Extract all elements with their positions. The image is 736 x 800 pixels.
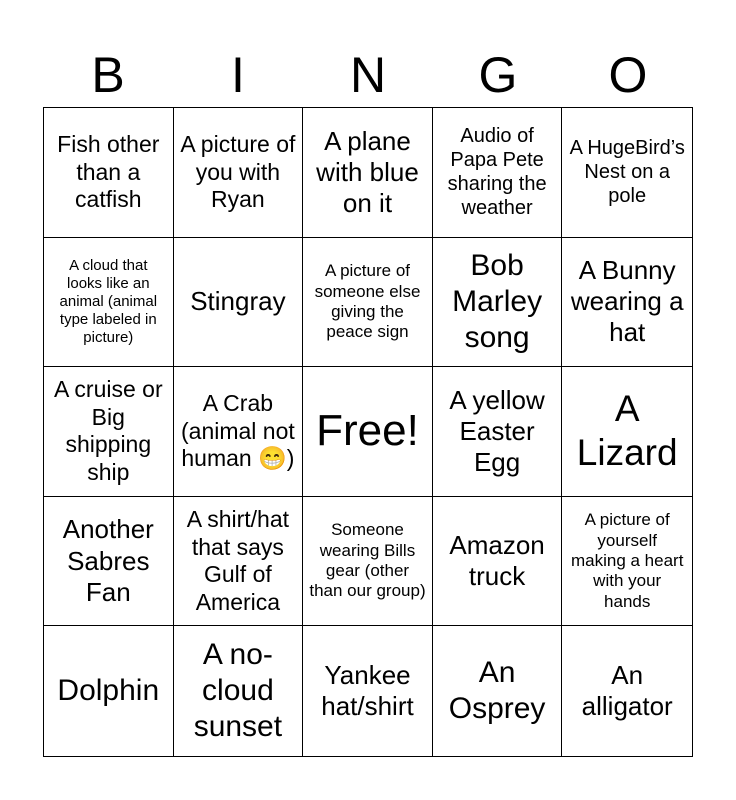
bingo-cell[interactable]: A plane with blue on it [303, 108, 433, 238]
bingo-cell[interactable]: Yankee hat/shirt [303, 626, 433, 756]
bingo-cell[interactable]: A picture of yourself making a heart with your hands [562, 497, 692, 627]
bingo-header [43, 44, 693, 106]
bingo-cell[interactable]: A cloud that looks like an animal (animal type labeled in picture) [44, 238, 174, 368]
bingo-cell[interactable]: A Lizard [562, 367, 692, 497]
bingo-cell[interactable]: Bob Marley song [433, 238, 563, 368]
bingo-cell[interactable]: Fish other than a catfish [44, 108, 174, 238]
bingo-cell[interactable]: Another Sabres Fan [44, 497, 174, 627]
bingo-cell[interactable]: A no-cloud sunset [174, 626, 304, 756]
bingo-cell[interactable]: A shirt/hat that says Gulf of America [174, 497, 304, 627]
bingo-cell[interactable]: An Osprey [433, 626, 563, 756]
bingo-cell[interactable]: Dolphin [44, 626, 174, 756]
header-letter-o: O [608, 47, 648, 103]
bingo-cell[interactable]: A yellow Easter Egg [433, 367, 563, 497]
bingo-cell[interactable]: A picture of you with Ryan [174, 108, 304, 238]
bingo-cell[interactable]: A picture of someone else giving the peace sign [303, 238, 433, 368]
bingo-cell[interactable]: Audio of Papa Pete sharing the weather [433, 108, 563, 238]
bingo-cell[interactable]: Stingray [174, 238, 304, 368]
header-letter-n: N [349, 47, 387, 103]
bingo-cell[interactable]: A Crab (animal not human 😁) [174, 367, 304, 497]
bingo-cell[interactable]: An alligator [581, 660, 673, 722]
bingo-cell[interactable]: Amazon truck [433, 497, 563, 627]
header-letter-b: B [91, 47, 125, 103]
bingo-board [43, 107, 693, 757]
bingo-cell[interactable]: A cruise or Big shipping ship [44, 367, 174, 497]
free-space-cell[interactable]: Free! [303, 367, 433, 497]
header-letter-g: G [478, 47, 518, 103]
bingo-cell[interactable]: A Bunny wearing a hat [562, 238, 692, 368]
bingo-cell[interactable]: A HugeBird’s Nest on a pole [562, 108, 692, 238]
header-letter-i: I [231, 47, 245, 103]
bingo-cell[interactable]: Someone wearing Bills gear (other than our group) [303, 497, 433, 627]
